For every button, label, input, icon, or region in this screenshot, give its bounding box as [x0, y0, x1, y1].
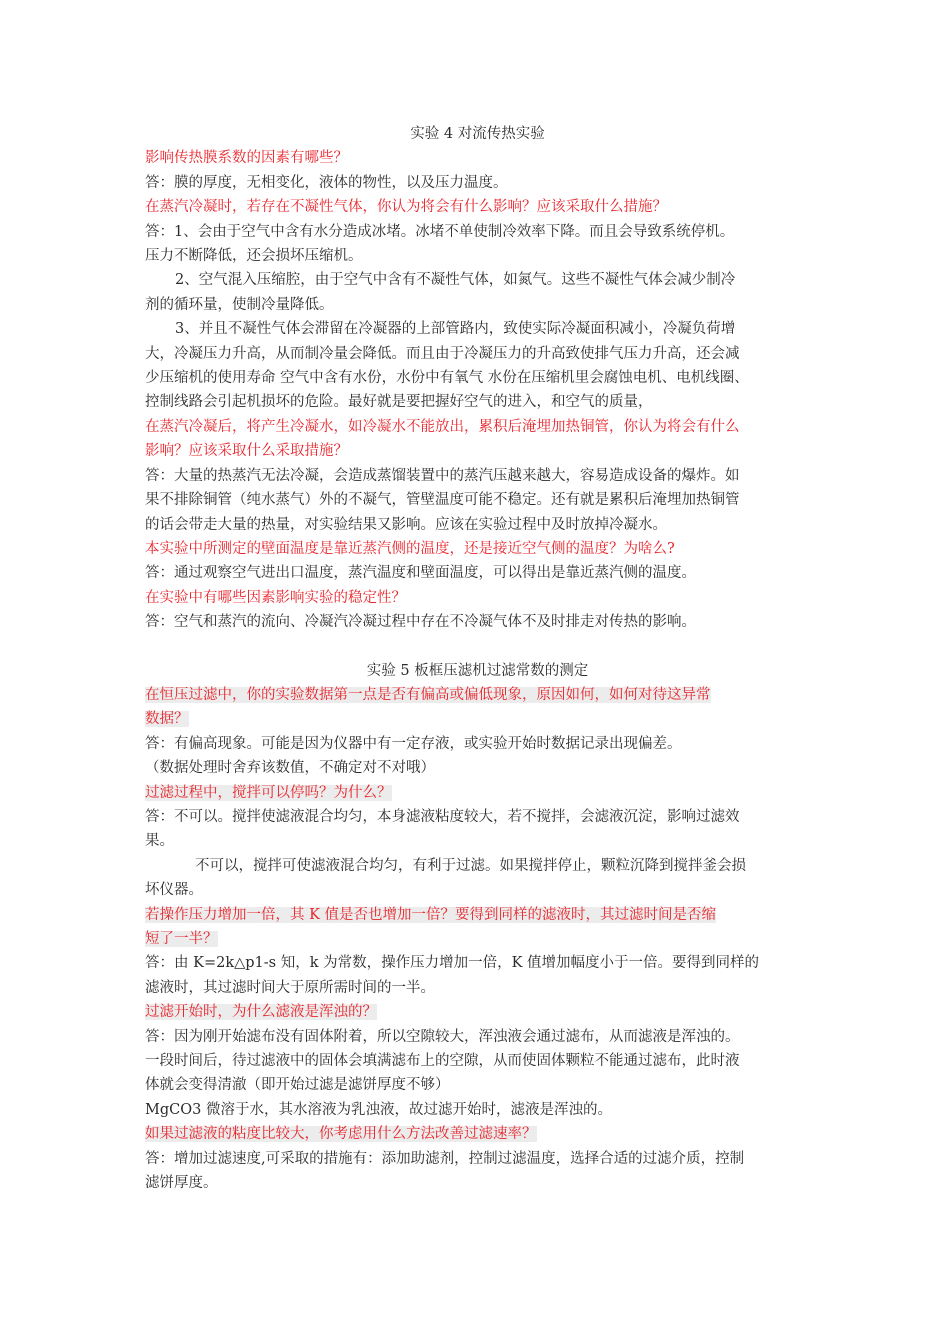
question-text: 本实验中所测定的壁面温度是靠近蒸汽侧的温度，还是接近空气侧的温度？为啥么?	[145, 540, 675, 557]
answer-text: 一段时间后，待过滤液中的固体会填满滤布上的空隙，从而使固体颗粒不能通过滤布，此时液	[145, 1053, 740, 1070]
question-text: 在实验中有哪些因素影响实验的稳定性？	[145, 589, 406, 606]
document-page	[145, 122, 810, 1195]
question-text	[145, 1000, 810, 1024]
answer-text: 答：增加过滤速度,可采取的措施有：添加助滤剂，控制过滤温度，选择合适的过滤介质，控制	[145, 1150, 745, 1167]
answer-text: 答：大量的热蒸汽无法冷凝，会造成蒸馏装置中的蒸汽压越来越大，容易造成设备的爆炸。如	[145, 467, 740, 484]
answer-text: 3、并且不凝性气体会滞留在冷凝器的上部管路内，致使实际冷凝面积减小，冷凝负荷增	[175, 321, 736, 338]
question-text: 在蒸汽冷凝时，若存在不凝性气体，你认为将会有什么影响？应该采取什么措施？	[145, 199, 667, 216]
answer-text: 答：通过观察空气进出口温度，蒸汽温度和壁面温度，可以得出是靠近蒸汽侧的温度。	[145, 565, 696, 582]
answer-text: 答：不可以。搅拌使滤液混合均匀，本身滤液粘度较大，若不搅拌，会滤液沉淀，影响过滤效	[145, 808, 740, 825]
question-text	[145, 781, 810, 805]
answer-text: 坏仪器。	[145, 882, 203, 899]
answer-text: 少压缩机的使用寿命 空气中含有水份，水份中有氧气 水份在压缩机里会腐蚀电机、电机线圈、	[145, 370, 749, 387]
question-highlight: 若操作压力增加一倍，其 K 值是否也增加一倍？要得到同样的滤液时，其过滤时间是否缩	[145, 906, 717, 923]
question-text	[145, 683, 810, 707]
question-highlight: 数据？	[145, 711, 189, 728]
answer-text: 体就会变得清澈（即开始过滤是滤饼厚度不够）	[145, 1077, 450, 1094]
answer-text: 的话会带走大量的热量，对实验结果又影响。应该在实验过程中及时放掉冷凝水。	[145, 516, 667, 533]
section-title-exp4: 实验 4 对流传热实验	[410, 126, 545, 142]
question-text: 在蒸汽冷凝后，将产生冷凝水，如冷凝水不能放出，累积后淹埋加热铜管，你认为将会有什么	[145, 418, 740, 435]
answer-text: 果不排除铜管（纯水蒸气）外的不凝气，管壁温度可能不稳定。还有就是累积后淹埋加热铜管	[145, 492, 740, 509]
answer-text: （数据处理时舍弃该数值，不确定对不对哦）	[145, 760, 435, 777]
answer-text: 2、空气混入压缩腔，由于空气中含有不凝性气体，如氮气。这些不凝性气体会减少制冷	[175, 272, 736, 289]
question-text: 影响？应该采取什么采取措施？	[145, 443, 348, 460]
answer-text: 滤液时，其过滤时间大于原所需时间的一半。	[145, 979, 435, 996]
answer-text: 答：有偏高现象。可能是因为仪器中有一定存液，或实验开始时数据记录出现偏差。	[145, 735, 682, 752]
answer-text: 答：因为刚开始滤布没有固体附着，所以空隙较大，浑浊液会通过滤布，从而滤液是浑浊的。	[145, 1028, 740, 1045]
answer-text: 答：由 K=2k△p1-s 知，k 为常数，操作压力增加一倍，K 值增加幅度小于一倍。要得到同样的	[145, 955, 760, 972]
question-highlight: 在恒压过滤中，你的实验数据第一点是否有偏高或偏低现象，原因如何，如何对待这异常	[145, 686, 711, 703]
answer-text: 大，冷凝压力升高，从而制冷量会降低。而且由于冷凝压力的升高致使排气压力升高，还会减	[145, 345, 740, 362]
answer-text: 控制线路会引起机损坏的危险。最好就是要把握好空气的进入，和空气的质量，	[145, 394, 653, 411]
answer-text: 压力不断降低，还会损坏压缩机。	[145, 248, 363, 265]
answer-text: MgCO3 微溶于水，其水溶液为乳浊液，故过滤开始时，滤液是浑浊的。	[145, 1101, 612, 1118]
question-highlight: 过滤开始时，为什么滤液是浑浊的？	[145, 1004, 377, 1021]
section-title-exp5: 实验 5 板框压滤机过滤常数的测定	[366, 662, 589, 679]
answer-text: 剂的循环量，使制冷量降低。	[145, 296, 334, 313]
question-text: 影响传热膜系数的因素有哪些？	[145, 150, 348, 167]
question-highlight: 过滤过程中，搅拌可以停吗？为什么？	[145, 784, 392, 801]
answer-text: 答：膜的厚度，无相变化，液体的物性，以及压力温度。	[145, 174, 508, 191]
question-text	[145, 1122, 810, 1146]
section-spacer	[145, 635, 810, 659]
question-text	[145, 903, 810, 927]
question-highlight: 如果过滤液的粘度比较大，你考虑用什么方法改善过滤速率？	[145, 1126, 537, 1143]
question-text	[145, 927, 810, 951]
question-highlight: 短了一半？	[145, 931, 218, 947]
answer-text: 果。	[145, 833, 174, 850]
answer-text: 不可以，搅拌可使滤液混合均匀，有利于过滤。如果搅拌停止，颗粒沉降到搅拌釜会损	[195, 857, 746, 874]
answer-text: 滤饼厚度。	[145, 1175, 218, 1192]
question-text	[145, 707, 810, 731]
answer-text: 答：1、会由于空气中含有水分造成冰堵。冰堵不单使制冷效率下降。而且会导致系统停机。	[145, 223, 735, 240]
answer-text: 答：空气和蒸汽的流向、冷凝汽冷凝过程中存在不冷凝气体不及时排走对传热的影响。	[145, 614, 696, 631]
